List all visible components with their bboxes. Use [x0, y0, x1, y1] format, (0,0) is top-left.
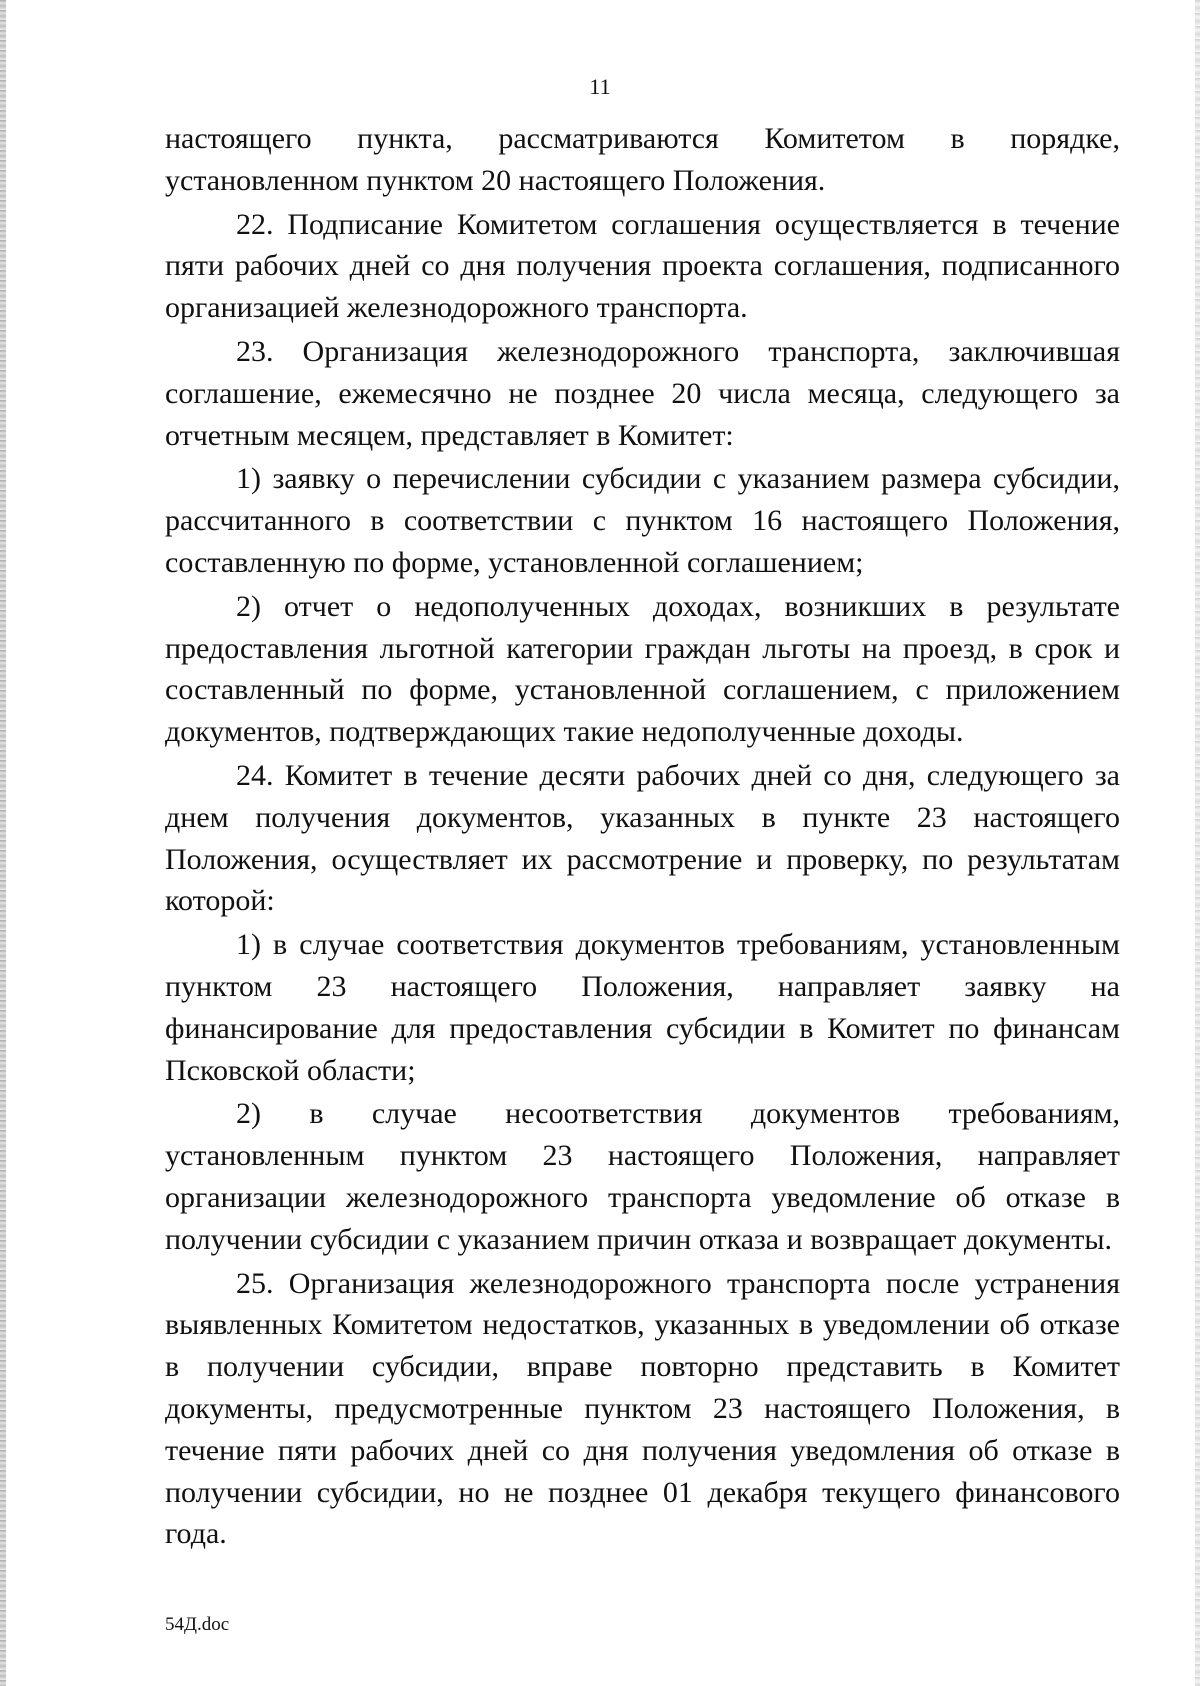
- scan-edge-right: [1195, 0, 1200, 1686]
- paragraph-continuation: настоящего пункта, рассматриваются Комитетом в порядке, установленном пунктом 20 настоящего Положения.: [165, 122, 1120, 197]
- paragraph-23-item-2: 2) отчет о недополученных доходах, возникших в результате предоставления льготной категории граждан льготы на проезд, в срок и составленный по форме, установленной соглашением, с приложением документов, подтверждающих такие недополученные доходы.: [165, 589, 1120, 749]
- paragraph-23: 23. Организация железнодорожного транспорта, заключившая соглашение, ежемесячно не позднее 20 числа месяца, следующего за отчетным месяцем, представляет в Комитет:: [165, 334, 1120, 452]
- paragraph-23-item-1: 1) заявку о перечислении субсидии с указанием размера субсидии, рассчитанного в соответствии с пунктом 16 настоящего Положения, составленную по форме, установленной соглашением;: [165, 462, 1120, 579]
- document-body: [165, 118, 1120, 1557]
- paragraph-24: 24. Комитет в течение десяти рабочих дней со дня, следующего за днем получения документов, указанных в пункте 23 настоящего Положения, осуществляет их рассмотрение и проверку, по результатам которой:: [165, 758, 1120, 918]
- paragraph-22: 22. Подписание Комитетом соглашения осуществляется в течение пяти рабочих дней со дня получения проекта соглашения, подписанного организацией железнодорожного транспорта.: [165, 207, 1120, 325]
- page-number: 11: [589, 74, 611, 99]
- paragraph-24-item-2: 2) в случае несоответствия документов требованиям, установленным пунктом 23 настоящего Положения, направляет организации железнодорожного транспорта уведомление об отказе в получении субсидии с указанием причин отказа и возвращает документы.: [165, 1097, 1120, 1256]
- footer-filename: 54Д.doc: [165, 1614, 230, 1635]
- scan-edge-left: [0, 0, 6, 1686]
- paragraph-24-item-1: 1) в случае соответствия документов требованиям, установленным пунктом 23 настоящего Положения, направляет заявку на финансирование для предоставления субсидии в Комитет по финансам Псковской области;: [165, 928, 1120, 1087]
- paragraph-25: 25. Организация железнодорожного транспорта после устранения выявленных Комитетом недостатков, указанных в уведомлении об отказе в получении субсидии, вправе повторно представить в Комитет документы, предусмотренные пунктом 23 настоящего Положения, в течение пяти рабочих дней со дня получения уведомления об отказе в получении субсидии, но не позднее 01 декабря текущего финансового года.: [165, 1266, 1120, 1551]
